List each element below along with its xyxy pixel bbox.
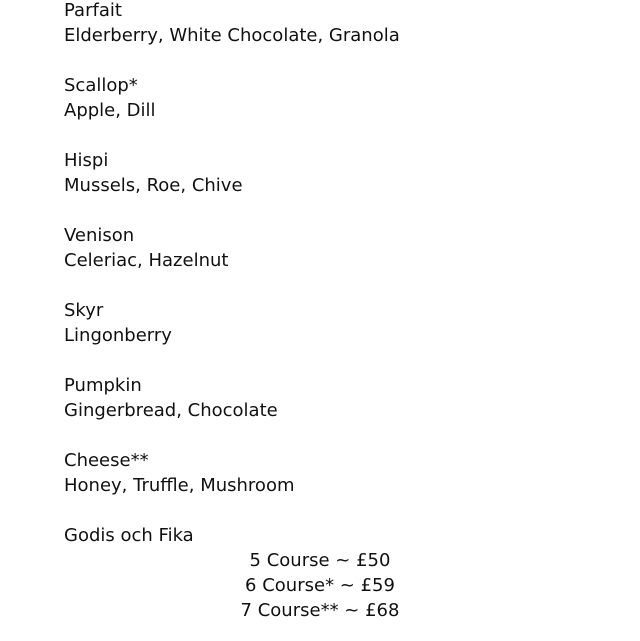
menu-item-skyr [64, 298, 604, 348]
price-7-course: 7 Course** ~ £68 [240, 600, 400, 621]
dish-description: Lingonberry [64, 325, 172, 346]
price-5-course: 5 Course ~ £50 [249, 550, 391, 571]
dish-description: Gingerbread, Chocolate [64, 400, 278, 421]
dish-name: Skyr [64, 300, 104, 321]
tasting-menu [64, 0, 604, 548]
dish-description: Elderberry, White Chocolate, Granola [64, 25, 400, 46]
dish-description: Honey, Truffle, Mushroom [64, 475, 295, 496]
menu-item-scallop [64, 73, 604, 123]
dish-description: Celeriac, Hazelnut [64, 250, 229, 271]
dish-description: Mussels, Roe, Chive [64, 175, 243, 196]
menu-item-finale [64, 523, 604, 548]
course-pricing [220, 548, 420, 623]
dish-name: Pumpkin [64, 375, 142, 396]
dish-name: Cheese** [64, 450, 149, 471]
dish-name: Venison [64, 225, 135, 246]
menu-item-cheese [64, 448, 604, 498]
dish-name: Parfait [64, 0, 122, 21]
dish-name: Scallop* [64, 75, 138, 96]
menu-item-pumpkin [64, 373, 604, 423]
dish-name: Hispi [64, 150, 109, 171]
menu-item-parfait [64, 0, 604, 48]
price-6-course: 6 Course* ~ £59 [245, 575, 395, 596]
menu-item-hispi [64, 148, 604, 198]
menu-item-venison [64, 223, 604, 273]
dish-description: Apple, Dill [64, 100, 156, 121]
dish-name: Godis och Fika [64, 525, 194, 546]
